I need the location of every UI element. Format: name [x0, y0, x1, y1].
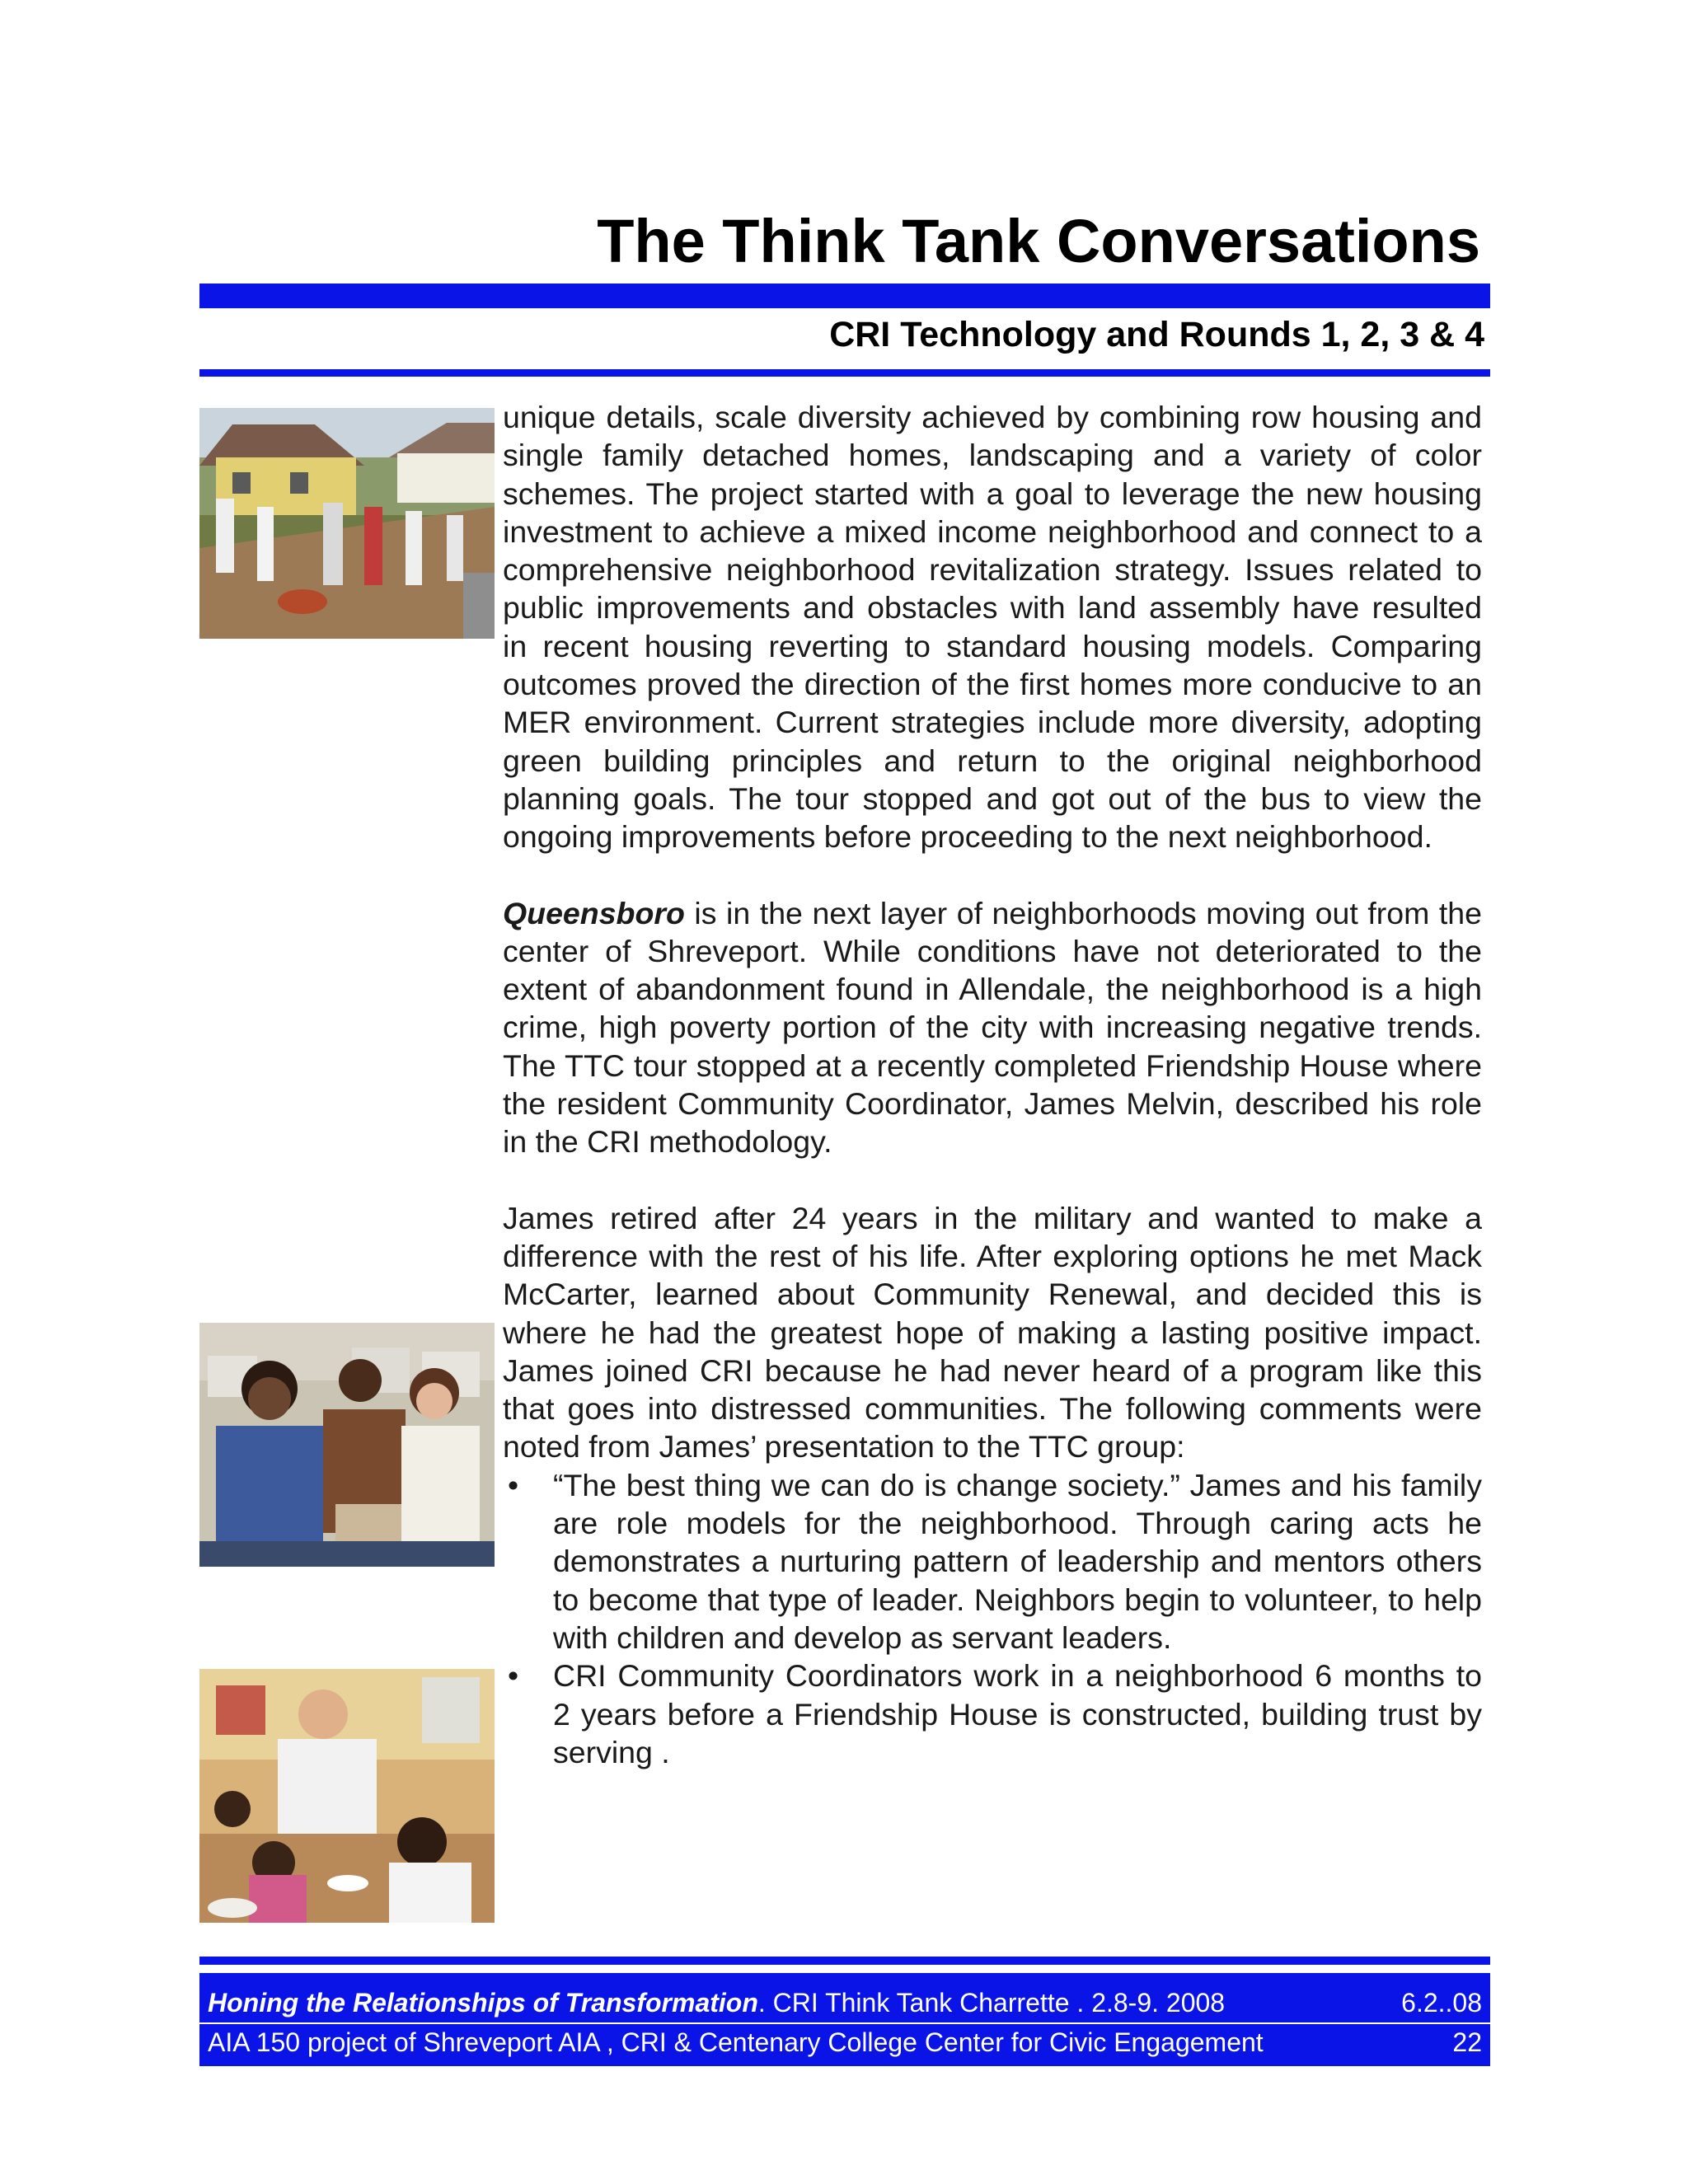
page-title: The Think Tank Conversations	[597, 207, 1480, 275]
bullet-dot: •	[508, 1658, 519, 1694]
body-paragraph-1: unique details, scale diversity achieved by combining row housing and single family detached homes, landscaping and a variety of color schemes. The project started with a goal to leverage the new housing investment to achieve a mixed income neighborhood and connect to a comprehensive neighborhood revitalization strategy. Issues related to public improvements and obstacles with land assembly have resulted in recent housing reverting to standard housing models. Comparing outcomes proved the direction of the first homes more conducive to an MER environment. Current strategies include more diversity, adopting green building principles and return to the original neighborhood planning goals. The tour stopped and got out of the bus to view the ongoing improvements before proceeding to the next neighborhood.	[503, 400, 1482, 855]
body-text	[503, 398, 1482, 1771]
title-divider-bar	[199, 284, 1490, 308]
footer-date: 6.2..08	[1401, 1988, 1482, 2018]
page-number: 22	[1452, 2027, 1482, 2057]
footer-top-rule	[199, 1957, 1490, 1965]
bullet-text: “The best thing we can do is change society.” James and his family are role models for the neighborhood. Through caring acts he demonstrates a nurturing pattern of leadership and mentors others to become that type of leader. Neighbors begin to volunteer, to help with children and develop as servant leaders.	[553, 1467, 1482, 1655]
photo-serving-children	[199, 1669, 495, 1923]
photo-three-people-seated	[199, 1323, 495, 1567]
bullet-list	[503, 1466, 1482, 1771]
footer-project-credit: AIA 150 project of Shreveport AIA , CRI & Centenary College Center for Civic Engagement	[208, 2027, 1264, 2057]
footer-divider	[199, 2022, 1490, 2024]
bullet-item	[503, 1466, 1482, 1657]
bullet-text: CRI Community Coordinators work in a neighborhood 6 months to 2 years before a Friendship House is constructed, building trust by serving .	[553, 1658, 1482, 1769]
footer-line-1	[208, 1988, 1482, 2021]
footer-citation	[208, 1988, 1225, 2018]
section-subtitle: CRI Technology and Rounds 1, 2, 3 & 4	[829, 315, 1484, 354]
footer-event: . CRI Think Tank Charrette . 2.8-9. 2008	[757, 1988, 1226, 2018]
bullet-dot: •	[508, 1467, 519, 1502]
photo-volunteers-houses	[199, 408, 495, 639]
body-paragraph-3: James retired after 24 years in the military and wanted to make a difference with the rest of his life. After exploring options he met Mack McCarter, learned about Community Renewal, and decided this is where he had the greatest hope of making a lasting positive impact. James joined CRI because he had never heard of a program like this that goes into distressed communities. The following comments were noted from James’ presentation to the TTC group:	[503, 1200, 1482, 1465]
footer-line-2	[208, 2027, 1482, 2060]
bullet-item	[503, 1657, 1482, 1771]
body-paragraph-2	[503, 894, 1482, 1161]
subtitle-divider-bar	[199, 369, 1490, 377]
body-paragraph-2-text: is in the next layer of neighborhoods moving out from the center of Shreveport. While conditions have not deteriorated to the extent of abandonment found in Allendale, the neighborhood is a high crime, high poverty portion of the city with increasing negative trends. The TTC tour stopped at a recently completed Friendship House where the resident Community Coordinator, James Melvin, described his role in the CRI methodology.	[503, 895, 1482, 1160]
footer	[199, 1973, 1490, 2066]
queensboro-lead: Queensboro	[503, 895, 685, 930]
footer-publication-title: Honing the Relationships of Transformation	[208, 1988, 758, 2018]
